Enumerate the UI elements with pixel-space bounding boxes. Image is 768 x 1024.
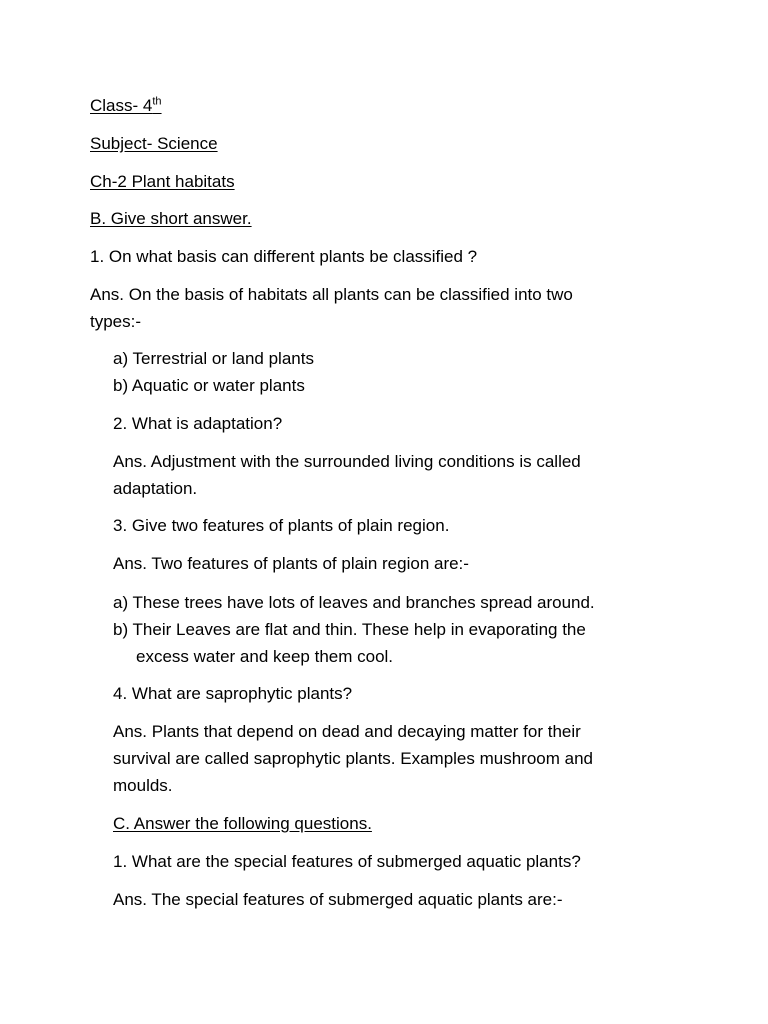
answer-b1-line1: Ans. On the basis of habitats all plants can be classified into two [90,285,573,304]
list-item: a) These trees have lots of leaves and branches spread around. [113,593,595,612]
section-b-heading: B. Give short answer. [90,209,252,228]
answer-b4-line3: moulds. [113,776,173,795]
answer-b1-line2: types:- [90,312,142,331]
class-label: Class- 4 [90,96,153,115]
list-item-continuation: excess water and keep them cool. [136,647,394,666]
answer-b2-line2: adaptation. [113,479,198,498]
list-item: b) Aquatic or water plants [113,376,305,395]
subject-heading: Subject- Science [90,134,218,153]
answer-b2-line1: Ans. Adjustment with the surrounded living conditions is called [113,452,581,471]
answer-b4-line2: survival are called saprophytic plants. Examples mushroom and [113,749,594,768]
class-superscript: th [152,95,162,108]
answer-b4-line1: Ans. Plants that depend on dead and decaying matter for their [113,722,581,741]
chapter-heading: Ch-2 Plant habitats [90,172,235,191]
list-item: a) Terrestrial or land plants [113,349,314,368]
question-b3: 3. Give two features of plants of plain region. [113,516,450,535]
answer-c1: Ans. The special features of submerged aquatic plants are:- [113,890,563,909]
question-b4: 4. What are saprophytic plants? [113,684,353,703]
class-heading [90,92,162,119]
question-b1: 1. On what basis can different plants be classified ? [90,247,478,266]
question-b2: 2. What is adaptation? [113,414,283,433]
question-c1: 1. What are the special features of submerged aquatic plants? [113,852,581,871]
list-item: b) Their Leaves are flat and thin. These help in evaporating the [113,620,586,639]
answer-b3: Ans. Two features of plants of plain region are:- [113,554,469,573]
section-c-heading: C. Answer the following questions. [113,814,372,833]
